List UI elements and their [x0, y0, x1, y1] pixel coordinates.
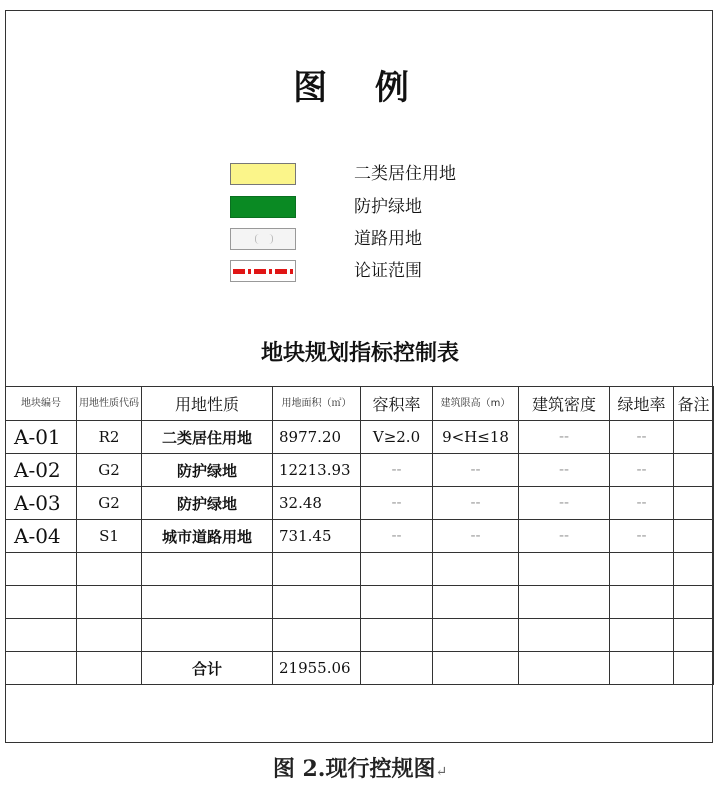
landuse-type: 二类居住用地 [142, 421, 273, 454]
landuse-type: 防护绿地 [142, 487, 273, 520]
greenery-value: -- [610, 520, 674, 553]
remark-cell [674, 454, 714, 487]
remark-cell [674, 520, 714, 553]
legend-item-boundary [230, 260, 530, 282]
area-value: 8977.20 [273, 421, 361, 454]
header-cell: 用地性质 [142, 387, 273, 421]
header-cell: 建筑密度 [519, 387, 610, 421]
figure-caption [0, 752, 720, 783]
legend-title: 图 例 [293, 68, 427, 108]
landuse-code: R2 [77, 421, 142, 454]
boundary-dash-icon [230, 260, 296, 282]
parcel-code: A-04 [6, 520, 77, 553]
remark-cell [674, 487, 714, 520]
table-row [6, 421, 714, 454]
empty-row [6, 553, 714, 586]
density-value: -- [519, 421, 610, 454]
legend-item-road [230, 228, 530, 250]
density-value: -- [519, 487, 610, 520]
legend-label: 论证范围 [354, 261, 422, 281]
far-value: V≥2.0 [361, 421, 433, 454]
area-value: 12213.93 [273, 454, 361, 487]
table-row [6, 520, 714, 553]
density-value: -- [519, 454, 610, 487]
indicator-table [5, 386, 714, 685]
header-cell: 绿地率 [610, 387, 674, 421]
landuse-type: 城市道路用地 [142, 520, 273, 553]
landuse-type: 防护绿地 [142, 454, 273, 487]
return-mark-icon: ↵ [435, 764, 448, 780]
landuse-code: S1 [77, 520, 142, 553]
far-value: -- [361, 454, 433, 487]
total-area: 21955.06 [273, 652, 361, 685]
road-swatch-icon [230, 228, 296, 250]
green-swatch-icon [230, 196, 296, 218]
area-value: 731.45 [273, 520, 361, 553]
height-limit: -- [433, 454, 519, 487]
total-label: 合计 [142, 652, 273, 685]
legend-item-residential [230, 163, 530, 185]
yellow-swatch-icon [230, 163, 296, 185]
legend-item-green [230, 196, 530, 218]
parcel-code: A-01 [6, 421, 77, 454]
density-value: -- [519, 520, 610, 553]
height-limit: -- [433, 520, 519, 553]
empty-row [6, 619, 714, 652]
legend-label: 道路用地 [354, 229, 422, 249]
area-value: 32.48 [273, 487, 361, 520]
parcel-code: A-02 [6, 454, 77, 487]
landuse-code: G2 [77, 454, 142, 487]
header-cell: 备注 [674, 387, 714, 421]
landuse-code: G2 [77, 487, 142, 520]
total-row [6, 652, 714, 685]
legend-label: 防护绿地 [354, 197, 422, 217]
header-cell: 建筑限高（m） [433, 387, 519, 421]
caption-text: 图 2.现行控规图 [272, 756, 436, 782]
header-cell: 用地面积（㎡） [273, 387, 361, 421]
remark-cell [674, 421, 714, 454]
height-limit: -- [433, 487, 519, 520]
greenery-value: -- [610, 487, 674, 520]
table-row [6, 487, 714, 520]
header-cell: 地块编号 [6, 387, 77, 421]
greenery-value: -- [610, 421, 674, 454]
table-header-row [6, 387, 714, 421]
height-limit: 9<H≤18 [433, 421, 519, 454]
far-value: -- [361, 520, 433, 553]
header-cell: 用地性质代码 [77, 387, 142, 421]
table-title: 地块规划指标控制表 [260, 341, 459, 366]
parcel-code: A-03 [6, 487, 77, 520]
table-row [6, 454, 714, 487]
empty-row [6, 586, 714, 619]
far-value: -- [361, 487, 433, 520]
header-cell: 容积率 [361, 387, 433, 421]
legend-label: 二类居住用地 [354, 164, 456, 184]
greenery-value: -- [610, 454, 674, 487]
